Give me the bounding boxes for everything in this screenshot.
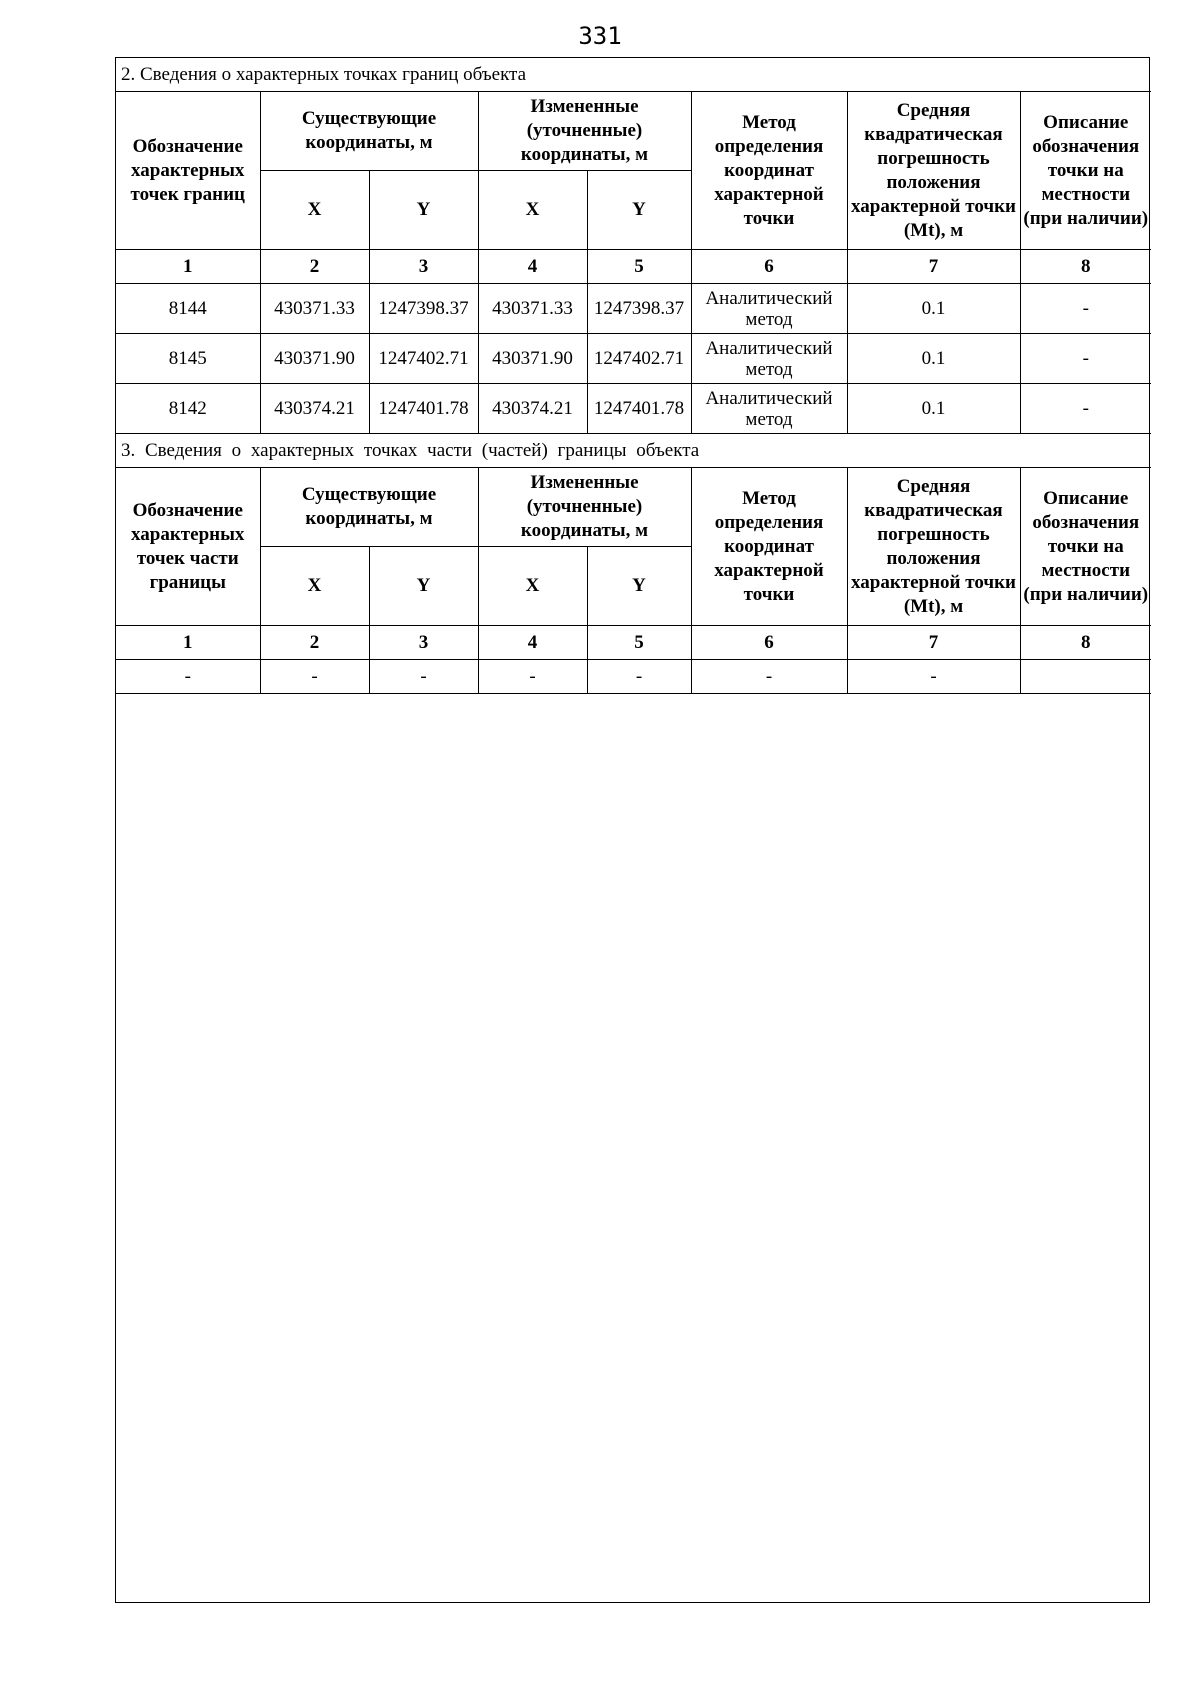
- column-number: 3: [369, 250, 478, 284]
- points-table: [116, 58, 1151, 694]
- column-numbers-row: [116, 250, 1151, 284]
- column-number: 7: [847, 250, 1020, 284]
- header-point-designation: Обозначение характерных точек части границы: [116, 468, 260, 626]
- y-changed: 1247401.78: [587, 384, 691, 434]
- y-existing: 1247401.78: [369, 384, 478, 434]
- empty-cell: -: [587, 660, 691, 694]
- column-number: 7: [847, 626, 1020, 660]
- header-x: X: [260, 547, 369, 626]
- empty-cell: -: [691, 660, 847, 694]
- x-existing: 430371.90: [260, 334, 369, 384]
- point-id: 8142: [116, 384, 260, 434]
- header-existing-coords: Существующие координаты, м: [260, 92, 478, 171]
- header-error: Средняя квадратическая погрешность положения характерной точки (Mt), м: [847, 468, 1020, 626]
- description: -: [1020, 284, 1151, 334]
- y-existing: 1247398.37: [369, 284, 478, 334]
- y-changed: 1247402.71: [587, 334, 691, 384]
- header-description: Описание обозначения точки на местности (при наличии): [1020, 468, 1151, 626]
- header-description: Описание обозначения точки на местности (при наличии): [1020, 92, 1151, 250]
- error: 0.1: [847, 384, 1020, 434]
- header-changed-coords: Измененные (уточненные) координаты, м: [478, 92, 691, 171]
- section2-title: 2. Сведения о характерных точках границ объекта: [116, 58, 1151, 92]
- x-existing: 430371.33: [260, 284, 369, 334]
- column-number: 8: [1020, 250, 1151, 284]
- x-changed: 430371.33: [478, 284, 587, 334]
- column-number: 5: [587, 626, 691, 660]
- column-number: 3: [369, 626, 478, 660]
- column-numbers-row: [116, 626, 1151, 660]
- empty-cell: -: [260, 660, 369, 694]
- table-row: [116, 284, 1151, 334]
- table-row: [116, 660, 1151, 694]
- y-existing: 1247402.71: [369, 334, 478, 384]
- column-number: 1: [116, 250, 260, 284]
- column-number: 1: [116, 626, 260, 660]
- error: 0.1: [847, 284, 1020, 334]
- x-changed: 430371.90: [478, 334, 587, 384]
- page-number: 331: [578, 22, 622, 50]
- empty-cell: -: [847, 660, 1020, 694]
- description: -: [1020, 334, 1151, 384]
- empty-cell: [1020, 660, 1151, 694]
- header-x: X: [478, 171, 587, 250]
- section3-title: 3. Сведения о характерных точках части (частей) границы объекта: [116, 434, 1151, 468]
- method: Аналитический метод: [691, 284, 847, 334]
- empty-cell: -: [478, 660, 587, 694]
- point-id: 8145: [116, 334, 260, 384]
- header-existing-coords: Существующие координаты, м: [260, 468, 478, 547]
- column-number: 4: [478, 626, 587, 660]
- header-x: X: [478, 547, 587, 626]
- column-number: 2: [260, 250, 369, 284]
- column-number: 2: [260, 626, 369, 660]
- point-id: 8144: [116, 284, 260, 334]
- column-number: 8: [1020, 626, 1151, 660]
- method: Аналитический метод: [691, 334, 847, 384]
- header-y: Y: [369, 171, 478, 250]
- x-existing: 430374.21: [260, 384, 369, 434]
- header-method: Метод определения координат характерной точки: [691, 468, 847, 626]
- x-changed: 430374.21: [478, 384, 587, 434]
- header-point-designation: Обозначение характерных точек границ: [116, 92, 260, 250]
- table-row: [116, 384, 1151, 434]
- column-number: 5: [587, 250, 691, 284]
- header-x: X: [260, 171, 369, 250]
- column-number: 6: [691, 250, 847, 284]
- header-y: Y: [587, 171, 691, 250]
- method: Аналитический метод: [691, 384, 847, 434]
- column-number: 6: [691, 626, 847, 660]
- header-changed-coords: Измененные (уточненные) координаты, м: [478, 468, 691, 547]
- y-changed: 1247398.37: [587, 284, 691, 334]
- header-y: Y: [587, 547, 691, 626]
- header-y: Y: [369, 547, 478, 626]
- empty-cell: -: [369, 660, 478, 694]
- header-error: Средняя квадратическая погрешность положения характерной точки (Mt), м: [847, 92, 1020, 250]
- table-row: [116, 334, 1151, 384]
- empty-cell: -: [116, 660, 260, 694]
- error: 0.1: [847, 334, 1020, 384]
- document-frame: [115, 57, 1150, 1603]
- description: -: [1020, 384, 1151, 434]
- column-number: 4: [478, 250, 587, 284]
- header-method: Метод определения координат характерной точки: [691, 92, 847, 250]
